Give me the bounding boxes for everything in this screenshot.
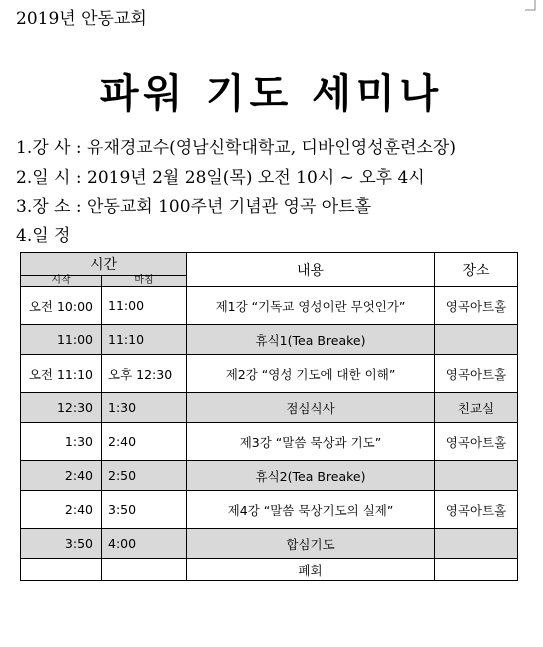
cell-start: 오전 11:10 bbox=[21, 355, 102, 393]
cell-end: 11:00 bbox=[102, 287, 187, 325]
info-location bbox=[16, 192, 371, 217]
table-header-row bbox=[21, 253, 518, 276]
cell-content: 폐회 bbox=[187, 559, 435, 581]
cell-place: 영곡아트홀 bbox=[435, 355, 518, 393]
table-row bbox=[21, 325, 518, 355]
cell-content: 제3강 “말씀 묵상과 기도” bbox=[187, 423, 435, 461]
header-content: 내용 bbox=[187, 253, 435, 287]
cell-end: 4:00 bbox=[102, 529, 187, 559]
cell-end bbox=[102, 559, 187, 581]
cell-end: 2:50 bbox=[102, 461, 187, 491]
church-year-header: 2019년 안동교회 bbox=[16, 9, 147, 29]
cell-end: 11:10 bbox=[102, 325, 187, 355]
cell-content: 합심기도 bbox=[187, 529, 435, 559]
info-label: 3.장 소 bbox=[16, 197, 71, 217]
schedule-table bbox=[20, 252, 518, 581]
cell-end: 1:30 bbox=[102, 393, 187, 423]
info-separator: : bbox=[70, 168, 88, 188]
cell-place: 영곡아트홀 bbox=[435, 423, 518, 461]
cell-place bbox=[435, 529, 518, 559]
table-row bbox=[21, 461, 518, 491]
cell-start: 1:30 bbox=[21, 423, 102, 461]
cell-start: 2:40 bbox=[21, 461, 102, 491]
header-time: 시간 bbox=[21, 253, 187, 276]
info-datetime bbox=[16, 163, 425, 188]
cell-content: 제4강 “말씀 묵상기도의 실제” bbox=[187, 491, 435, 529]
info-label: 4.일 정 bbox=[16, 226, 71, 246]
cell-content: 휴식2(Tea Breake) bbox=[187, 461, 435, 491]
cell-place bbox=[435, 559, 518, 581]
cell-end: 오후 12:30 bbox=[102, 355, 187, 393]
info-lecturer bbox=[16, 133, 456, 158]
page-corner-mark-icon bbox=[525, 0, 537, 12]
table-row bbox=[21, 559, 518, 581]
cell-content: 제1강 “기독교 영성이란 무엇인가” bbox=[187, 287, 435, 325]
cell-start: 오전 10:00 bbox=[21, 287, 102, 325]
cell-start bbox=[21, 559, 102, 581]
info-value: 안동교회 100주년 기념관 영곡 아트홀 bbox=[87, 197, 371, 217]
cell-start: 11:00 bbox=[21, 325, 102, 355]
cell-place bbox=[435, 325, 518, 355]
cell-place bbox=[435, 461, 518, 491]
cell-place: 영곡아트홀 bbox=[435, 491, 518, 529]
cell-start: 2:40 bbox=[21, 491, 102, 529]
table-row bbox=[21, 423, 518, 461]
table-row bbox=[21, 355, 518, 393]
table-row bbox=[21, 491, 518, 529]
table-row bbox=[21, 393, 518, 423]
info-value: 2019년 2월 28일(목) 오전 10시 ~ 오후 4시 bbox=[87, 168, 425, 188]
cell-end: 2:40 bbox=[102, 423, 187, 461]
info-label: 1.강 사 bbox=[16, 138, 71, 158]
cell-place: 친교실 bbox=[435, 393, 518, 423]
header-end: 마침 bbox=[102, 276, 187, 287]
cell-end: 3:50 bbox=[102, 491, 187, 529]
cell-content: 휴식1(Tea Breake) bbox=[187, 325, 435, 355]
header-place: 장소 bbox=[435, 253, 518, 287]
header-start: 시작 bbox=[21, 276, 102, 287]
cell-start: 3:50 bbox=[21, 529, 102, 559]
cell-content: 제2강 “영성 기도에 대한 이해” bbox=[187, 355, 435, 393]
info-label: 2.일 시 bbox=[16, 168, 71, 188]
table-row bbox=[21, 529, 518, 559]
cell-content: 점심식사 bbox=[187, 393, 435, 423]
info-value: 유재경교수(영남신학대학교, 디바인영성훈련소장) bbox=[87, 138, 456, 158]
cell-place: 영곡아트홀 bbox=[435, 287, 518, 325]
info-separator: : bbox=[70, 138, 88, 158]
info-separator: : bbox=[70, 197, 88, 217]
page-title: 파워 기도 세미나 bbox=[99, 71, 444, 117]
table-row bbox=[21, 287, 518, 325]
info-schedule bbox=[16, 221, 70, 246]
cell-start: 12:30 bbox=[21, 393, 102, 423]
